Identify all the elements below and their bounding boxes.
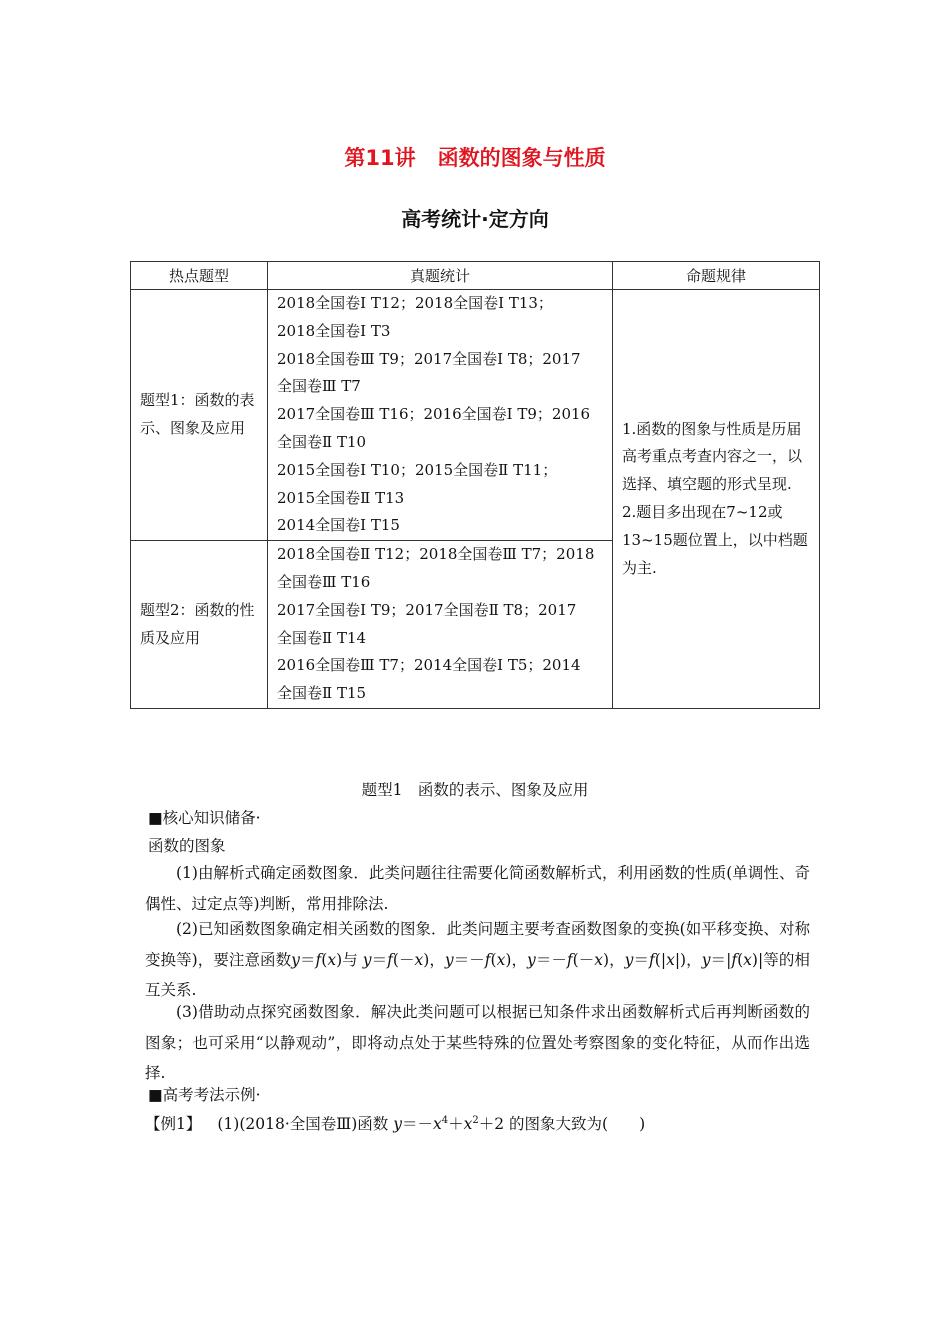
example-1: 【例1】 (1)(2018·全国卷Ⅲ)函数 $y=-x^4+x^2+2$ 的图象大致为( )	[145, 1114, 646, 1133]
stat-line: 2015全国卷Ⅰ T10；2015全国卷Ⅱ T11；	[277, 460, 558, 479]
stats-table	[130, 261, 820, 709]
stats-cell-1	[268, 290, 613, 541]
paragraph-3: (3)借助动点探究函数图象．解决此类问题可以根据已知条件求出函数解析式后再判断函数的图象；也可采用“以静观动”，即将动点处于某些特殊的位置处考察图象的变化特征，从而作出选择.	[145, 1003, 810, 1082]
example-tag: 【例1】	[145, 1115, 202, 1133]
paragraph-2-end: 等的相互关系.	[145, 950, 810, 999]
rule-cell	[613, 290, 820, 709]
lecture-topic: 函数的图象与性质	[437, 146, 606, 170]
paragraph-2: (2)已知函数图象确定相关函数的图象．此类问题主要考查函数图象的变换(如平移变换、对称变换等)，要注意函数y＝f(x)与 y＝f(－x)，y＝－f(x)，y＝－f(－x)，y＝f(|x|)，y＝|f(x)|等的相互关系.	[145, 920, 810, 999]
exam-heading: ■高考考法示例·	[148, 1086, 261, 1104]
question-type-subtitle: 题型1 函数的表示、图象及应用	[361, 781, 589, 799]
stat-line: 2018全国卷Ⅰ T3	[277, 321, 391, 340]
section-title: 高考统计·定方向	[401, 207, 549, 231]
stat-line: 2017全国卷Ⅲ T16；2016全国卷Ⅰ T9；2016	[277, 405, 591, 424]
paragraph-2-start: (2)已知函数图象确定相关函数的图象．此类问题主要考查函数图象的变换(如平移变换、对称变换等)，要注意函数	[145, 920, 810, 969]
stat-line: 全国卷Ⅲ T7	[277, 377, 361, 396]
example-text-end: 的图象大致为( )	[509, 1115, 646, 1133]
stat-line: 全国卷Ⅲ T16	[277, 572, 371, 591]
rule-item-1: 1.函数的图象与性质是历届高考重点考查内容之一，以选择、填空题的形式呈现.	[622, 419, 803, 494]
stat-line: 全国卷Ⅱ T14	[277, 628, 367, 647]
lecture-title	[0, 142, 950, 172]
lecture-number: 第11讲	[344, 146, 416, 170]
stat-line: 全国卷Ⅱ T15	[277, 684, 367, 703]
header-rule: 命题规律	[613, 262, 820, 290]
table-header-row	[131, 262, 820, 290]
example-text-start: (1)(2018·全国卷Ⅲ)函数	[217, 1115, 389, 1133]
header-stats: 真题统计	[268, 262, 613, 290]
question-type-2: 题型2：函数的性质及应用	[131, 541, 268, 709]
question-type-1: 题型1：函数的表示、图象及应用	[131, 290, 268, 541]
stat-line: 2018全国卷Ⅱ T12；2018全国卷Ⅲ T7；2018	[277, 545, 595, 564]
knowledge-heading: ■核心知识储备·	[148, 809, 261, 827]
rule-item-2: 2.题目多出现在7~12或13~15题位置上，以中档题为主.	[622, 502, 808, 577]
stats-cell-2	[268, 541, 613, 709]
stat-line: 全国卷Ⅱ T10	[277, 432, 367, 451]
stat-line: 2017全国卷Ⅰ T9；2017全国卷Ⅱ T8；2017	[277, 600, 577, 619]
stat-line: 2018全国卷Ⅰ T12；2018全国卷Ⅰ T13；	[277, 294, 553, 312]
graph-heading: 函数的图象	[148, 837, 226, 855]
stat-line: 2016全国卷Ⅲ T7；2014全国卷Ⅰ T5；2014	[277, 656, 581, 675]
stat-line: 2018全国卷Ⅲ T9；2017全国卷Ⅰ T8；2017	[277, 349, 581, 368]
stat-line: 2014全国卷Ⅰ T15	[277, 516, 400, 535]
paragraph-1: (1)由解析式确定函数图象．此类问题往往需要化简函数解析式，利用函数的性质(单调性、奇偶性、过定点等)判断，常用排除法.	[145, 864, 810, 913]
header-hot-type: 热点题型	[131, 262, 268, 290]
stat-line: 2015全国卷Ⅱ T13	[277, 488, 405, 507]
table-row	[131, 290, 820, 541]
